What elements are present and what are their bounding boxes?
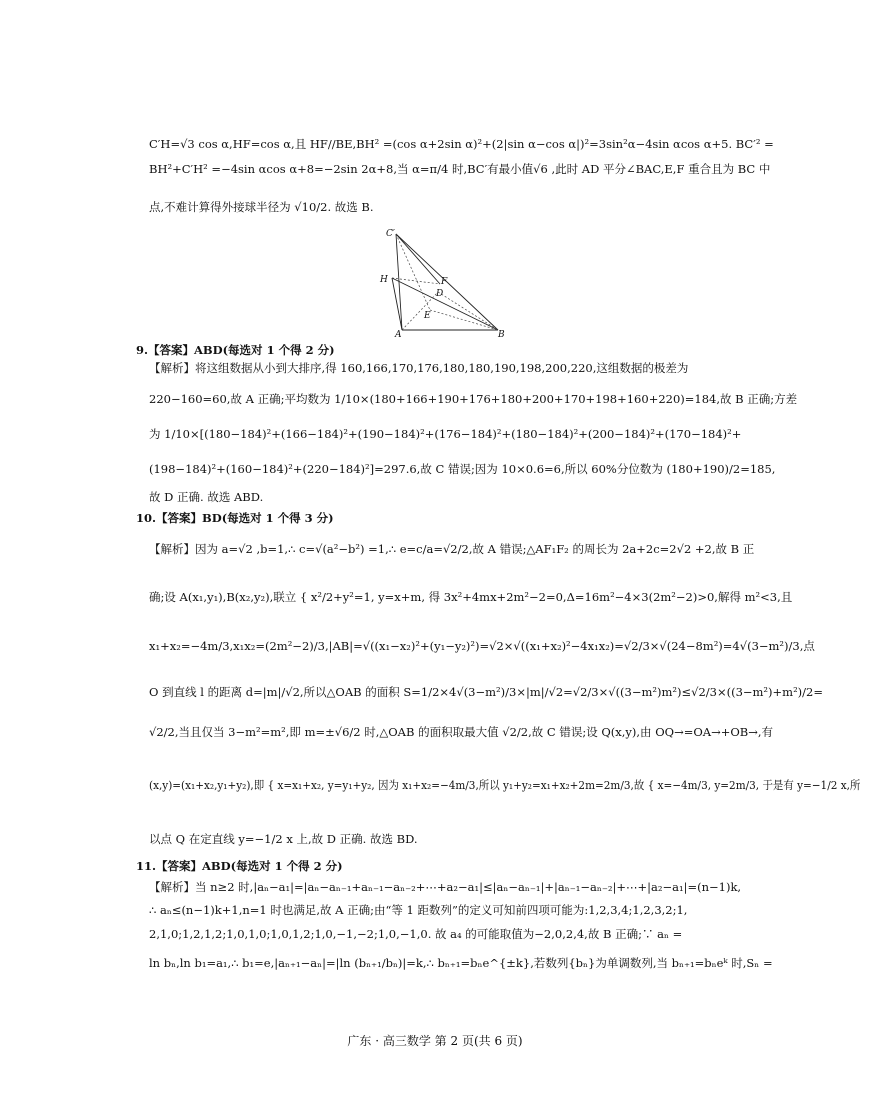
edge-cf xyxy=(396,234,440,284)
text-line: 以点 Q 在定直线 y=−1/2 x 上,故 D 正确. 故选 BD. xyxy=(149,832,418,846)
label-f: F xyxy=(441,277,448,287)
text-line: O 到直线 l 的距离 d=|m|/√2,所以△OAB 的面积 S=1/2×4√(3−m²)/3×|m|/√2=√2/3×√((3−m²)m²)≤√2/3×((3−m²)+m²)/2= xyxy=(149,685,823,699)
geometry-figure xyxy=(370,226,510,338)
label-b: B xyxy=(498,330,505,338)
text-line: 220−160=60,故 A 正确;平均数为 1/10×(180+166+190+176+180+200+170+198+160+220)=184,故 B 正确;方差 xyxy=(149,392,798,406)
text-line: 2,1,0;1,2,1,2;1,0,1,0;1,0,1,2;1,0,−1,−2;1,0,−1,0. 故 a₄ 的可能取值为−2,0,2,4,故 B 正确;∵ aₙ = xyxy=(149,927,683,941)
text-line: (198−184)²+(160−184)²+(220−184)²]=297.6,故 C 错误;因为 10×0.6=6,所以 60%分位数为 (180+190)/2=185, xyxy=(149,462,776,476)
text-line: 【解析】因为 a=√2 ,b=1,∴ c=√(a²−b²) =1,∴ e=c/a=√2/2,故 A 错误;△AF₁F₂ 的周长为 2a+2c=2√2 +2,故 B 正 xyxy=(149,542,755,556)
text-line: 【解析】当 n≥2 时,|aₙ−a₁|=|aₙ−aₙ₋₁+aₙ₋₁−aₙ₋₂+⋯+a₂−a₁|≤|aₙ−aₙ₋₁|+|aₙ₋₁−aₙ₋₂|+⋯+|a₂−a₁|=(n−1)k, xyxy=(149,880,742,894)
edge-db xyxy=(438,292,498,330)
text-line: 点,不难计算得外接球半径为 √10/2. 故选 B. xyxy=(149,200,374,214)
label-h: H xyxy=(380,275,388,285)
text-line: C′H=√3 cos α,HF=cos α,且 HF//BE,BH² =(cos α+2sin α)²+(2|sin α−cos α|)²=3sin²α−4sin αcos α+5. BC′² = xyxy=(149,137,774,151)
label-d: D xyxy=(436,289,444,299)
text-line: x₁+x₂=−4m/3,x₁x₂=(2m²−2)/3,|AB|=√((x₁−x₂)²+(y₁−y₂)²)=√2×√((x₁+x₂)²−4x₁x₂)=√2/3×√(24−8m²)=4√(3−m²)/3,点 xyxy=(149,639,815,653)
text-line: 为 1/10×[(180−184)²+(166−184)²+(190−184)²+(176−184)²+(180−184)²+(200−184)²+(170−184)²+ xyxy=(149,427,742,441)
edge-ce xyxy=(396,234,430,310)
label-c: C′ xyxy=(386,229,395,239)
text-line: (x,y)=(x₁+x₂,y₁+y₂),即 { x=x₁+x₂, y=y₁+y₂, 因为 x₁+x₂=−4m/3,所以 y₁+y₂=x₁+x₂+2m=2m/3,故 { x=−4m/3, y=2m/3, 于是有 y=−1/2 x,所 xyxy=(149,778,861,792)
text-line: 故 D 正确. 故选 ABD. xyxy=(149,490,264,504)
page-footer: 广东 · 高三数学 第 2 页(共 6 页) xyxy=(347,1034,523,1048)
text-line: 【解析】将这组数据从小到大排序,得 160,166,170,176,180,180,190,198,200,220,这组数据的极差为 xyxy=(149,361,689,375)
edge-ad xyxy=(402,292,438,330)
text-line: √2/2,当且仅当 3−m²=m²,即 m=±√6/2 时,△OAB 的面积取最大值 √2/2,故 C 错误;设 Q(x,y),由 OQ→=OA→+OB→,有 xyxy=(149,725,774,739)
text-line: ln bₙ,ln b₁=a₁,∴ b₁=e,|aₙ₊₁−aₙ|=|ln (bₙ₊₁/bₙ)|=k,∴ bₙ₊₁=bₙe^{±k},若数列{bₙ}为单调数列,当 bₙ₊₁=bₙeᵏ 时,Sₙ = xyxy=(149,956,773,970)
text-line: 确;设 A(x₁,y₁),B(x₂,y₂),联立 { x²/2+y²=1, y=x+m, 得 3x²+4mx+2m²−2=0,Δ=16m²−4×3(2m²−2)>0,解得 m²<3,且 xyxy=(149,590,793,604)
question-10-answer: 10.【答案】BD(每选对 1 个得 3 分) xyxy=(136,511,334,525)
text-line: BH²+C′H² =−4sin αcos α+8=−2sin 2α+8,当 α=π/4 时,BC′有最小值√6 ,此时 AD 平分∠BAC,E,F 重合且为 BC 中 xyxy=(149,162,771,176)
question-9-answer: 9.【答案】ABD(每选对 1 个得 2 分) xyxy=(136,343,335,357)
label-a: A xyxy=(395,330,402,338)
text-line: ∴ aₙ≤(n−1)k+1,n=1 时也满足,故 A 正确;由“等 1 距数列”的定义可知前四项可能为:1,2,3,4;1,2,3,2;1, xyxy=(149,903,688,917)
label-e: E xyxy=(424,311,431,321)
question-11-answer: 11.【答案】ABD(每选对 1 个得 2 分) xyxy=(136,859,343,873)
